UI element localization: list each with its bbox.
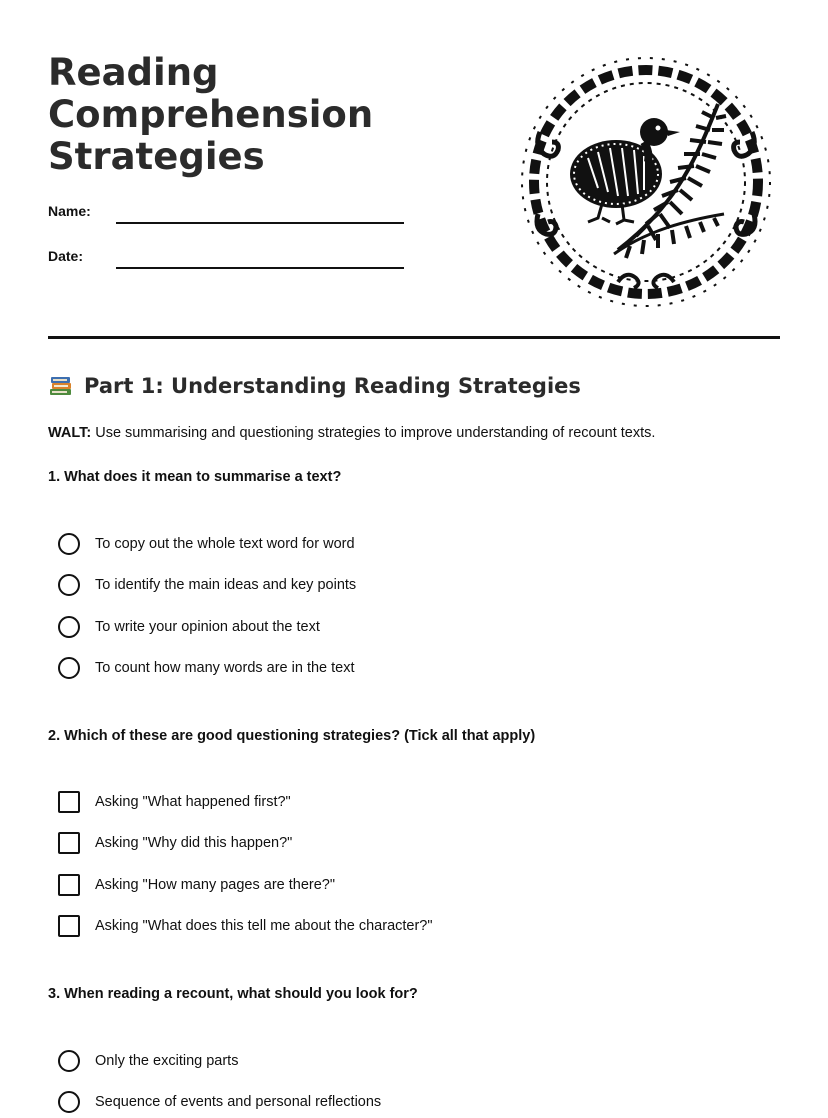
option-label: Asking "What happened first?" [95, 794, 291, 810]
option-label: Asking "Why did this happen?" [95, 835, 293, 851]
walt-text: Use summarising and questioning strategies to improve understanding of recount texts. [91, 425, 656, 441]
walt-label: WALT: [48, 425, 92, 441]
checkbox[interactable] [58, 832, 80, 854]
question-1-prompt: 1. What does it mean to summarise a text? [48, 469, 342, 485]
title-line: Reading [48, 51, 219, 94]
option-label: Only the exciting parts [95, 1053, 239, 1069]
name-field[interactable] [48, 203, 408, 233]
header-divider [48, 336, 780, 339]
title-line: Strategies [48, 135, 265, 178]
radio-button[interactable] [58, 1050, 80, 1072]
question-1-option[interactable] [58, 532, 355, 556]
title-line: Comprehension [48, 93, 374, 136]
option-label: To count how many words are in the text [95, 660, 355, 676]
date-field[interactable] [48, 248, 408, 278]
question-3-prompt: 3. When reading a recount, what should you look for? [48, 986, 418, 1002]
question-3-option[interactable] [58, 1090, 381, 1114]
radio-button[interactable] [58, 616, 80, 638]
question-3-option[interactable] [58, 1049, 238, 1073]
option-label: Asking "What does this tell me about the character?" [95, 918, 433, 934]
question-1-option[interactable] [58, 615, 320, 639]
question-2-option[interactable] [58, 873, 335, 897]
question-2-option[interactable] [58, 914, 433, 938]
radio-button[interactable] [58, 574, 80, 596]
radio-button[interactable] [58, 533, 80, 555]
option-label: To copy out the whole text word for word [95, 536, 355, 552]
worksheet-title [48, 52, 408, 178]
checkbox[interactable] [58, 791, 80, 813]
date-label: Date: [48, 248, 84, 264]
part-1-heading [48, 374, 581, 398]
name-label: Name: [48, 203, 91, 219]
date-input-line[interactable] [116, 267, 404, 269]
question-2-option[interactable] [58, 831, 292, 855]
checkbox[interactable] [58, 874, 80, 896]
option-label: Asking "How many pages are there?" [95, 877, 336, 893]
name-input-line[interactable] [116, 222, 404, 224]
walt-statement [48, 425, 655, 441]
part-1-heading-text: Part 1: Understanding Reading Strategies [84, 374, 581, 398]
option-label: Sequence of events and personal reflections [95, 1094, 382, 1110]
books-icon [48, 374, 74, 398]
question-1-option[interactable] [58, 573, 356, 597]
question-1-option[interactable] [58, 656, 355, 680]
checkbox[interactable] [58, 915, 80, 937]
option-label: To identify the main ideas and key points [95, 577, 357, 593]
radio-button[interactable] [58, 657, 80, 679]
question-2-option[interactable] [58, 790, 291, 814]
radio-button[interactable] [58, 1091, 80, 1113]
option-label: To write your opinion about the text [95, 619, 320, 635]
kiwi-fern-emblem-icon [518, 54, 774, 310]
question-2-prompt: 2. Which of these are good questioning strategies? (Tick all that apply) [48, 728, 536, 744]
